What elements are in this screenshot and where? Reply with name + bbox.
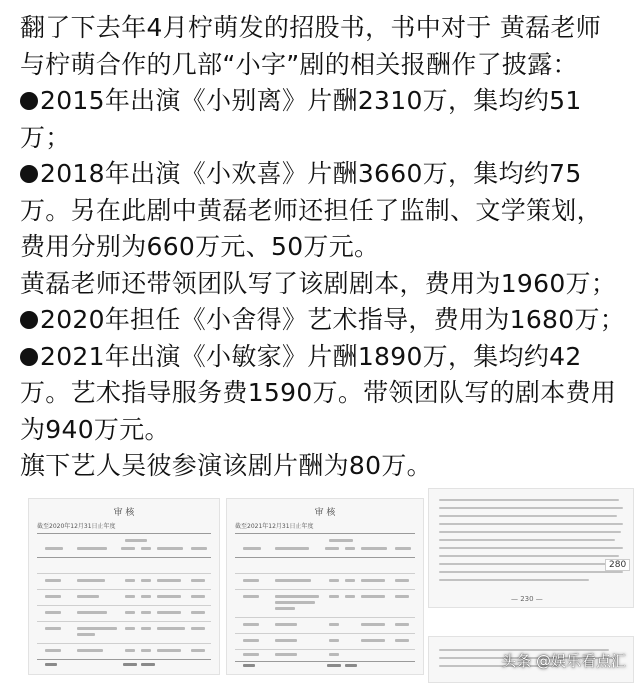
page-number: — 230 — — [511, 595, 543, 603]
page-badge: 280 — [605, 559, 630, 571]
text-line: 黄磊老师还带领团队写了该剧剧本，费用为1960万； — [20, 268, 617, 298]
bullet-line: 2018年出演《小欢喜》片酬3660万，集均约75 — [20, 156, 630, 193]
text-line: 万。另在此剧中黄磊老师还担任了监制、文学策划， — [20, 195, 602, 225]
bullet-icon — [20, 348, 38, 366]
text-line: 万； — [20, 122, 71, 152]
bullet-icon — [20, 92, 38, 110]
post-text — [20, 10, 630, 485]
text-line: 万。艺术指导服务费1590万。带领团队写的剧本费用 — [20, 378, 617, 407]
text-line: 旗下艺人吴彼参演该剧片酬为80万。 — [20, 451, 432, 480]
prospectus-excerpts — [0, 488, 640, 681]
prospectus-page-2020 — [28, 498, 220, 675]
bullet-line: 2020年担任《小舍得》艺术指导，费用为1680万； — [20, 302, 630, 339]
text-line: 翻了下去年4月柠萌发的招股书，书中对于 黄磊老师 — [20, 13, 602, 42]
bullet-line: 2015年出演《小别离》片酬2310万，集均约51 — [20, 83, 630, 120]
watermark-text: 头条 @娱乐看点汇 — [501, 652, 626, 670]
text-line: 费用分别为660万元、50万元。 — [20, 232, 380, 261]
bullet-icon — [20, 165, 38, 183]
fee-table — [37, 533, 211, 668]
doc-title: 审 核 — [113, 508, 135, 518]
doc-title: 审 核 — [314, 508, 336, 518]
doc-subtitle: 截至2021年12月31日止年度 — [235, 523, 314, 530]
prospectus-page-2021 — [226, 498, 424, 675]
doc-subtitle: 截至2020年12月31日止年度 — [37, 523, 116, 530]
bullet-line: 2021年出演《小敏家》片酬1890万，集均约42 — [20, 339, 630, 376]
text-line: 与柠萌合作的几部“小字”剧的相关报酬作了披露： — [20, 49, 578, 79]
fee-table — [235, 533, 415, 668]
prospectus-text-page — [428, 488, 634, 608]
text-line: 为940万元。 — [20, 414, 170, 444]
bullet-icon — [20, 311, 38, 329]
watermark — [501, 650, 626, 671]
